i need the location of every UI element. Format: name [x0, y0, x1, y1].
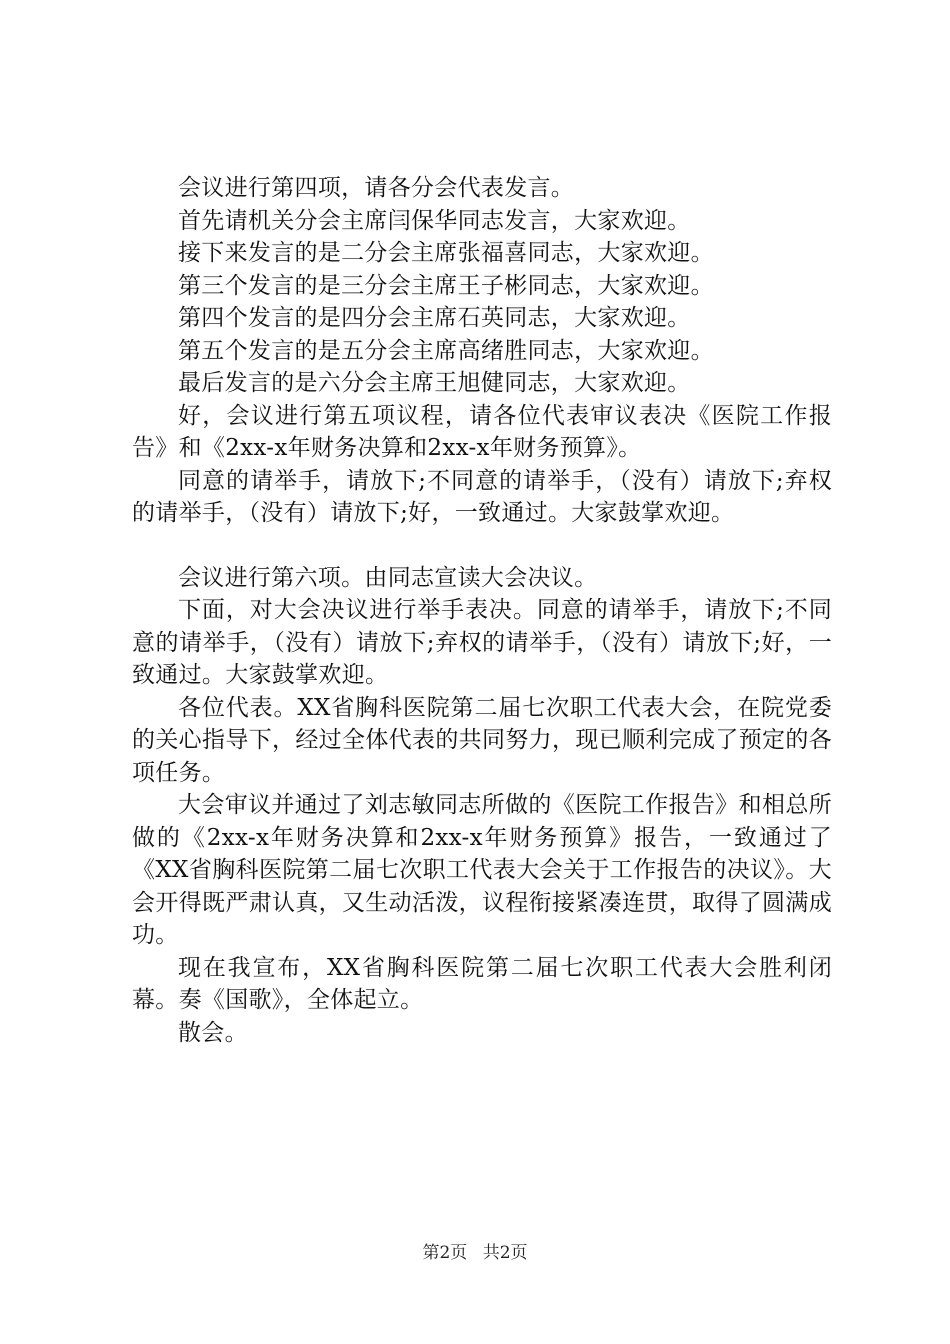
- paragraph: 第五个发言的是五分会主席高绪胜同志，大家欢迎。: [178, 337, 714, 364]
- paragraph: 散会。: [178, 1019, 248, 1046]
- paragraph: 首先请机关分会主席闫保华同志发言，大家欢迎。: [178, 207, 691, 234]
- paragraph: 下面，对大会决议进行举手表决。同意的请举手，请放下;不同意的请举手，（没有）请放下;弃权的请举手，（没有）请放下;好，一致通过。大家鼓掌欢迎。: [132, 597, 832, 688]
- document-body: [132, 172, 832, 1049]
- paragraph: 接下来发言的是二分会主席张福喜同志，大家欢迎。: [178, 240, 714, 266]
- page-number: 第2页: [422, 1243, 468, 1263]
- paragraph: 会议进行第六项。由同志宣读大会决议。: [178, 564, 598, 591]
- page-total: 共2页: [482, 1243, 528, 1263]
- paragraph: 第三个发言的是三分会主席王子彬同志，大家欢迎。: [178, 272, 714, 299]
- paragraph: 现在我宣布，XX省胸科医院第二届七次职工代表大会胜利闭幕。奏《国歌》，全体起立。: [132, 954, 832, 1013]
- paragraph: 好，会议进行第五项议程，请各位代表审议表决《医院工作报告》和《2xx-x年财务决算和2xx-x年财务预算》。: [132, 402, 832, 461]
- page-footer: [0, 1242, 950, 1264]
- paragraph: 各位代表。XX省胸科医院第二届七次职工代表大会，在院党委的关心指导下，经过全体代表的共同努力，现已顺利完成了预定的各项任务。: [132, 694, 832, 786]
- blank-line: [132, 530, 832, 562]
- paragraph: 第四个发言的是四分会主席石英同志，大家欢迎。: [178, 305, 691, 331]
- paragraph: 同意的请举手，请放下;不同意的请举手，（没有）请放下;弃权的请举手，（没有）请放下;好，一致通过。大家鼓掌欢迎。: [132, 467, 832, 526]
- paragraph: 大会审议并通过了刘志敏同志所做的《医院工作报告》和相总所做的《2xx-x年财务决算和2xx-x年财务预算》报告，一致通过了《XX省胸科医院第二届七次职工代表大会关于工作报告的决议》。大会开得既严肃认真，又生动活泼，议程衔接紧凑连贯，取得了圆满成功。: [132, 792, 832, 948]
- paragraph: 最后发言的是六分会主席王旭健同志，大家欢迎。: [178, 370, 691, 396]
- paragraph: 会议进行第四项，请各分会代表发言。: [178, 175, 575, 201]
